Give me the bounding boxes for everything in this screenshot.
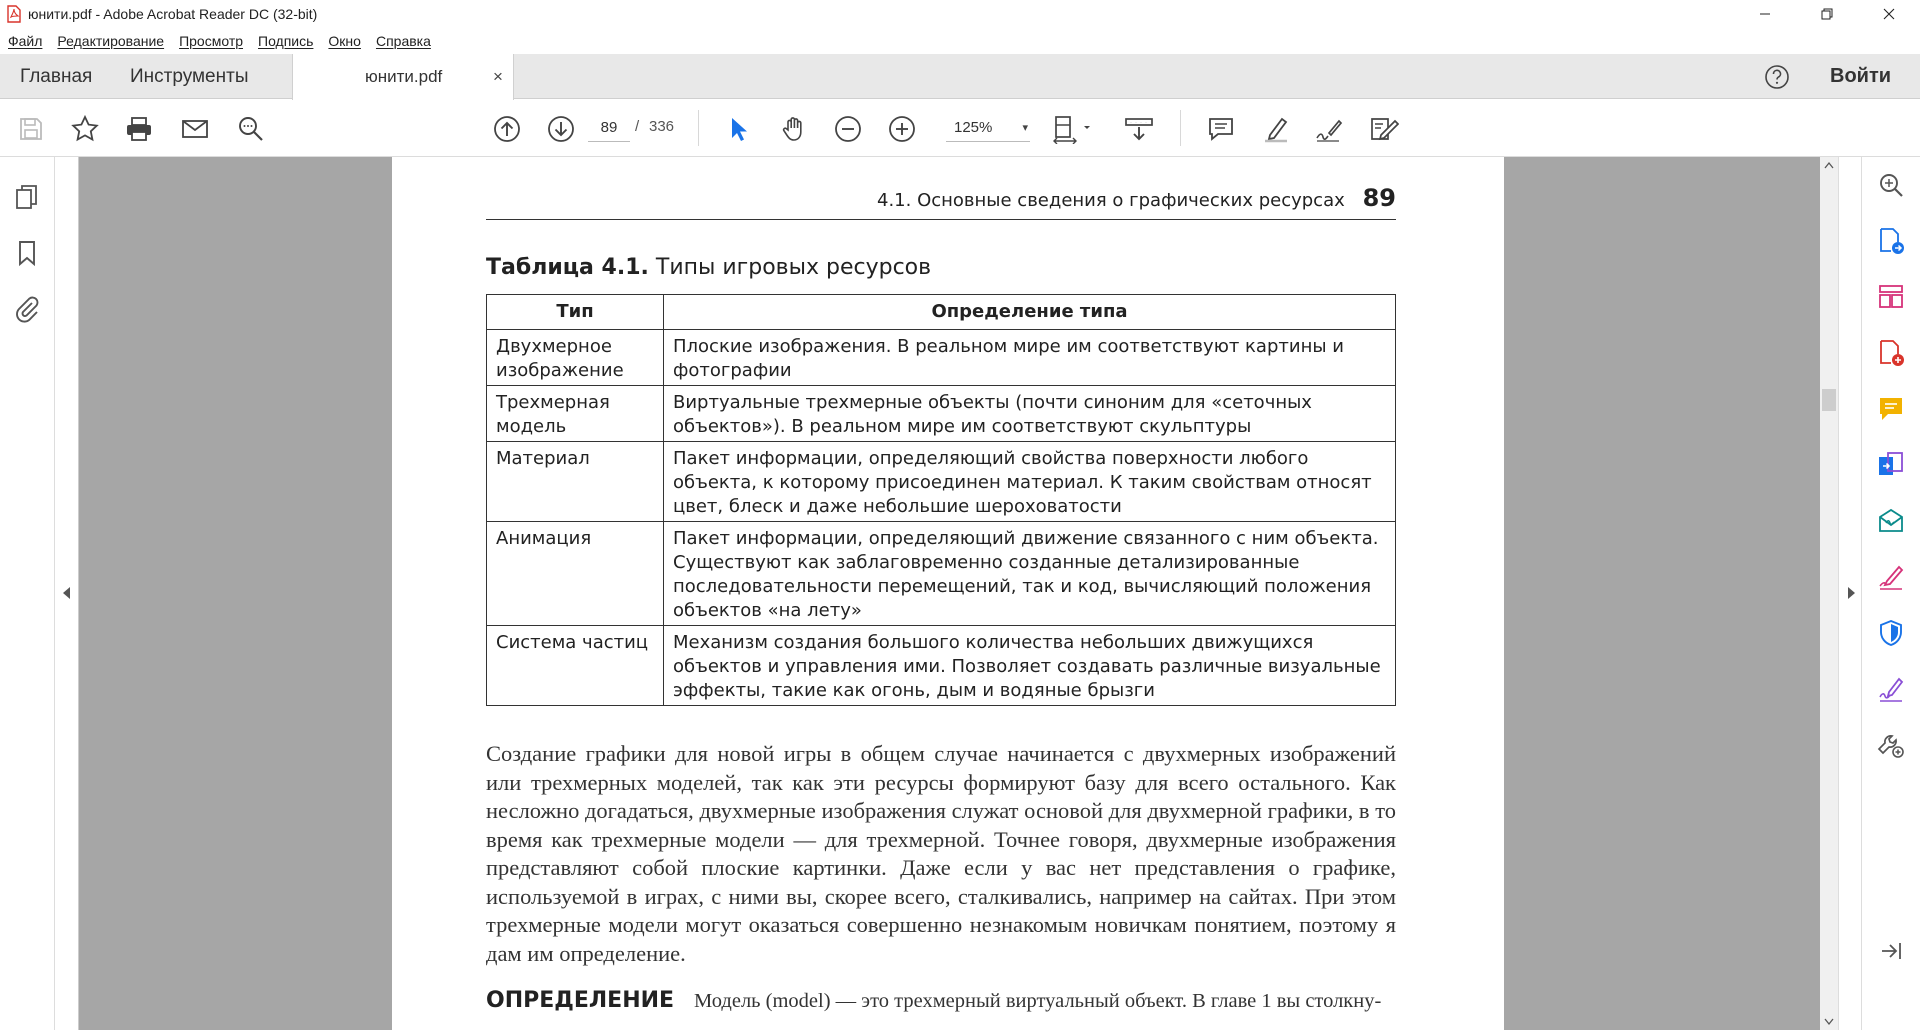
fountain-pen-sign-icon: [1315, 115, 1343, 143]
tool-organize-pages[interactable]: [1877, 283, 1905, 311]
menu-view[interactable]: Просмотр: [179, 33, 244, 49]
minimize-icon: [1759, 8, 1771, 20]
help-button[interactable]: [1764, 64, 1790, 90]
search-button[interactable]: [236, 114, 266, 144]
wrench-plus-icon: [1877, 731, 1905, 759]
next-page-button[interactable]: [546, 114, 576, 144]
pdf-page: [392, 157, 1504, 1030]
definition-cell: Механизм создания большого количества небольших движущихся объектов и управления ими. Позволяет создавать различные визуальные эффекты, такие как огонь, дым и водяные брызги: [664, 626, 1396, 706]
tool-comment[interactable]: [1877, 395, 1905, 423]
tool-protect[interactable]: [1877, 619, 1905, 647]
export-pdf-icon: [1877, 227, 1905, 255]
table-caption-label: Таблица 4.1.: [486, 255, 649, 280]
navigation-pane: [0, 157, 55, 1030]
close-icon: [1883, 8, 1895, 20]
table-row: [487, 522, 1396, 626]
toolbar-divider: [698, 110, 699, 146]
menu-window[interactable]: Окно: [328, 33, 361, 49]
menu-sign[interactable]: Подпись: [258, 33, 314, 49]
close-button[interactable]: [1858, 0, 1920, 28]
search-icon: [237, 115, 265, 143]
restore-icon: [1821, 8, 1833, 20]
chevron-right-icon: [1847, 587, 1855, 599]
organize-pages-icon: [1877, 283, 1905, 311]
table-caption: [486, 255, 931, 280]
minimize-button[interactable]: [1734, 0, 1796, 28]
zoom-level-dropdown[interactable]: [946, 114, 1030, 142]
sign-in-button[interactable]: Войти: [1830, 65, 1892, 87]
definition-block: [486, 987, 1396, 1015]
save-button[interactable]: [16, 114, 46, 144]
right-pane-toggle[interactable]: [1838, 157, 1862, 1030]
document-viewport[interactable]: [79, 157, 1820, 1030]
resource-types-table: [486, 294, 1396, 706]
attachments-button[interactable]: [13, 295, 41, 323]
title-bar: [0, 0, 1920, 28]
zoom-level-value: 125%: [954, 119, 993, 136]
bookmarks-button[interactable]: [13, 239, 41, 267]
highlighter-pen-icon: [1262, 115, 1290, 143]
collapse-tools-pane-button[interactable]: [1877, 937, 1905, 965]
copy-pages-icon: [13, 183, 41, 211]
page-number-input[interactable]: 89: [588, 114, 630, 142]
zoom-search-icon: [1877, 171, 1905, 199]
table-row: [487, 386, 1396, 442]
page-thumbnails-button[interactable]: [13, 183, 41, 211]
pen-sign-icon: [1877, 563, 1905, 591]
fit-page-icon: [1052, 114, 1096, 144]
vertical-scrollbar[interactable]: [1820, 157, 1838, 1030]
zoom-in-button[interactable]: [887, 114, 917, 144]
minus-circle-icon: [834, 115, 862, 143]
type-cell: Трехмерная модель: [487, 386, 664, 442]
cursor-arrow-icon: [724, 115, 752, 143]
scroll-down-icon[interactable]: [1824, 1018, 1834, 1026]
signature-pen-icon: [1877, 675, 1905, 703]
type-cell: Двухмерное изображение: [487, 330, 664, 386]
page-number: 89: [1362, 184, 1396, 212]
hand-tool-button[interactable]: [779, 114, 809, 144]
type-cell: Анимация: [487, 522, 664, 626]
page-total: 336: [649, 118, 675, 135]
printer-icon: [125, 115, 153, 143]
highlight-button[interactable]: [1261, 114, 1291, 144]
table-row: [487, 442, 1396, 522]
restore-button[interactable]: [1796, 0, 1858, 28]
hand-icon: [780, 115, 808, 143]
menu-bar: [0, 30, 438, 52]
send-signature-icon: [1877, 507, 1905, 535]
tool-send-for-signature[interactable]: [1877, 507, 1905, 535]
select-tool-button[interactable]: [723, 114, 753, 144]
definition-cell: Пакет информации, определяющий свойства поверхности любого объекта, к которому присоединен материал. К таким свойствам относят цвет, блеск и даже небольшие шероховатости: [664, 442, 1396, 522]
definition-cell: Плоские изображения. В реальном мире им соответствуют картины и фотографии: [664, 330, 1396, 386]
scroll-up-icon[interactable]: [1824, 161, 1834, 169]
comment-icon: [1207, 115, 1235, 143]
tool-edit-pdf[interactable]: [1877, 451, 1905, 479]
help-icon: [1764, 64, 1790, 90]
toolbar-divider: [1180, 110, 1181, 146]
tool-export-pdf[interactable]: [1877, 227, 1905, 255]
menu-file[interactable]: Файл: [8, 33, 43, 49]
pdf-app-icon: [6, 5, 22, 23]
definition-cell: Виртуальные трехмерные объекты (почти синоним для «сеточных объектов»). В реальном мире им соответствуют скульптуры: [664, 386, 1396, 442]
sign-button[interactable]: [1314, 114, 1344, 144]
bookmark-icon: [13, 239, 41, 267]
page-separator: /: [635, 118, 640, 135]
column-header-type: Тип: [487, 295, 664, 330]
tab-tools[interactable]: Инструменты: [130, 66, 249, 87]
previous-page-button[interactable]: [492, 114, 522, 144]
tab-close-icon[interactable]: ×: [493, 67, 503, 86]
type-cell: Система частиц: [487, 626, 664, 706]
menu-edit[interactable]: Редактирование: [57, 33, 165, 49]
shield-icon: [1877, 619, 1905, 647]
menu-help[interactable]: Справка: [375, 33, 431, 49]
comment-yellow-icon: [1877, 395, 1905, 423]
column-header-definition: Определение типа: [664, 295, 1396, 330]
save-icon: [18, 116, 44, 142]
scrollbar-thumb[interactable]: [1822, 389, 1836, 411]
paperclip-icon: [13, 295, 41, 323]
tools-pane: [1862, 157, 1920, 1030]
table-row: [487, 330, 1396, 386]
type-cell: Материал: [487, 442, 664, 522]
table-header-row: [487, 295, 1396, 330]
tool-create-pdf[interactable]: [1877, 339, 1905, 367]
page-layout-button[interactable]: [1052, 114, 1096, 144]
definition-cell: Пакет информации, определяющий движение связанного с ним объекта. Существуют как заблаговременно созданные детализированные последовательности перемещений, так и код, вычисляющий положения объектов «на лету»: [664, 522, 1396, 626]
fill-sign-button[interactable]: [1369, 114, 1399, 144]
comment-button[interactable]: [1206, 114, 1236, 144]
tab-document-label: юнити.pdf: [365, 67, 443, 86]
print-button[interactable]: [124, 114, 154, 144]
bookmark-star-button[interactable]: [70, 114, 100, 144]
left-pane-toggle[interactable]: [55, 157, 79, 1030]
edit-document-icon: [1369, 115, 1399, 143]
definition-keyword: ОПРЕДЕЛЕНИЕ: [486, 988, 675, 1013]
definition-text: Модель (model) — это трехмерный виртуальный объект. В главе 1 вы столкну-: [694, 990, 1382, 1012]
chevron-down-icon: ▾: [1022, 122, 1028, 134]
tool-more-tools[interactable]: [1877, 731, 1905, 759]
email-button[interactable]: [180, 114, 210, 144]
arrow-up-circle-icon: [493, 115, 521, 143]
create-pdf-icon: [1877, 339, 1905, 367]
tool-search-zoom[interactable]: [1877, 171, 1905, 199]
star-icon: [71, 115, 99, 143]
arrow-down-circle-icon: [547, 115, 575, 143]
mail-icon: [181, 115, 209, 143]
table-caption-text: Типы игровых ресурсов: [648, 255, 932, 280]
table-row: [487, 626, 1396, 706]
tab-bar: [0, 54, 1920, 99]
running-header: [486, 182, 1396, 220]
window-title: юнити.pdf - Adobe Acrobat Reader DC (32-bit): [28, 6, 318, 22]
tab-home[interactable]: Главная: [20, 66, 93, 87]
scroll-icon: [1124, 115, 1154, 143]
tab-document[interactable]: [292, 54, 514, 100]
scroll-mode-button[interactable]: [1124, 114, 1154, 144]
chevron-left-icon: [63, 587, 71, 599]
combine-files-icon: [1877, 451, 1905, 479]
running-section-title: 4.1. Основные сведения о графических ресурсах: [877, 190, 1345, 211]
body-paragraph: Создание графики для новой игры в общем случае начинается с двухмерных изображений или трехмерных моделей, так как эти ресурсы формируют базу для всего остального. Как несложно догадаться, двухмерные изображения служат основой для двухмерной графики, в то время как трехмерные модели — для трехмерной. Точнее говоря, двухмерные изображения представляют собой плоские картинки. Даже если у вас нет представления о графике, используемой в играх, с ними вы, скорее всего, сталкивались, например на сайтах. При этом трехмерные модели могут оказаться совершенно незнакомым новичкам понятием, поэтому я дам им определение.: [486, 741, 1396, 966]
collapse-right-icon: [1877, 937, 1905, 965]
zoom-out-button[interactable]: [833, 114, 863, 144]
tool-fill-sign[interactable]: [1877, 563, 1905, 591]
plus-circle-icon: [888, 115, 916, 143]
tool-certificates[interactable]: [1877, 675, 1905, 703]
